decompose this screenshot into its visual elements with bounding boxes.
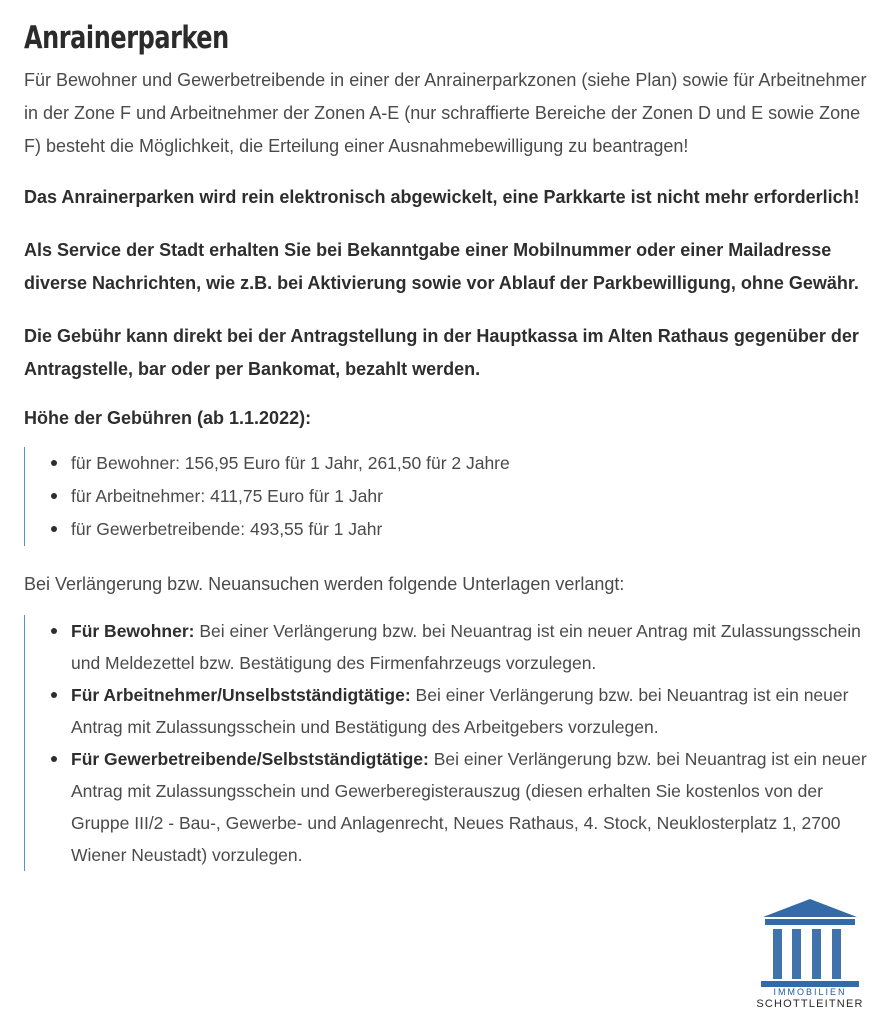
document-item-arbeitnehmer (49, 679, 870, 743)
watermark-logo (755, 897, 865, 1013)
service-notice: Als Service der Stadt erhalten Sie bei Bekanntgabe einer Mobilnummer oder einer Mailadresse diverse Nachrichten, wie z.B. bei Aktivierung sowie vor Ablauf der Parkbewilligung, ohne Gewähr. (24, 240, 859, 293)
fee-item-arbeitnehmer: für Arbeitnehmer: 411,75 Euro für 1 Jahr (49, 480, 870, 513)
fees-title: Höhe der Gebühren (ab 1.1.2022): (24, 408, 312, 428)
payment-notice: Die Gebühr kann direkt bei der Antragstellung in der Hauptkassa im Alten Rathaus gegenüber der Antragstelle, bar oder per Bankomat, bezahlt werden. (24, 326, 859, 379)
documents-list (49, 615, 870, 871)
documents-intro: Bei Verlängerung bzw. Neuansuchen werden folgende Unterlagen verlangt: (24, 574, 625, 594)
document-item-label: Für Gewerbetreibende/Selbstständigtätige: (71, 749, 429, 769)
document-item-bewohner (49, 615, 870, 679)
document-item-gewerbetreibende (49, 743, 870, 871)
fee-item-gewerbetreibende: für Gewerbetreibende: 493,55 für 1 Jahr (49, 513, 870, 546)
fees-list (49, 447, 870, 546)
documents-list-block (24, 615, 870, 871)
document-item-label: Für Bewohner: (71, 621, 195, 641)
intro-paragraph: Für Bewohner und Gewerbetreibende in einer der Anrainerparkzonen (siehe Plan) sowie für Arbeitnehmer in der Zone F und Arbeitnehmer der Zonen A-E (nur schraffierte Bereiche der Zonen D und E sowie Zone F) besteht die Möglichkeit, die Erteilung einer Ausnahmebewilligung zu beantragen! (24, 70, 867, 156)
fees-list-block (24, 447, 870, 546)
watermark-line1: IMMOBILIEN (773, 987, 847, 997)
document-item-text: Bei einer Verlängerung bzw. bei Neuantrag ist ein neuer Antrag mit Zulassungsschein und Meldezettel bzw. Bestätigung des Firmenfahrzeugs vorzulegen. (71, 621, 861, 673)
building-icon (755, 897, 865, 989)
article (24, 16, 870, 871)
page-title: Anrainerparken (24, 20, 229, 56)
fee-item-bewohner: für Bewohner: 156,95 Euro für 1 Jahr, 261,50 für 2 Jahre (49, 447, 870, 480)
document-item-text: Bei einer Verlängerung bzw. bei Neuantrag ist ein neuer Antrag mit Zulassungsschein und Bestätigung des Arbeitgebers vorzulegen. (71, 685, 849, 737)
watermark-line2: SCHOTTLEITNER (756, 998, 864, 1010)
document-item-label: Für Arbeitnehmer/Unselbstständigtätige: (71, 685, 411, 705)
document-item-text: Bei einer Verlängerung bzw. bei Neuantrag ist ein neuer Antrag mit Zulassungsschein und Gewerberegisterauszug (diesen erhalten Sie kostenlos von der Gruppe III/2 - Bau-, Gewerbe- und Anlagenrecht, Neues Rathaus, 4. Stock, Neuklosterplatz 1, 2700 Wiener Neustadt) vorzulegen. (71, 749, 867, 865)
electronic-notice: Das Anrainerparken wird rein elektronisch abgewickelt, eine Parkkarte ist nicht mehr erforderlich! (24, 187, 860, 207)
